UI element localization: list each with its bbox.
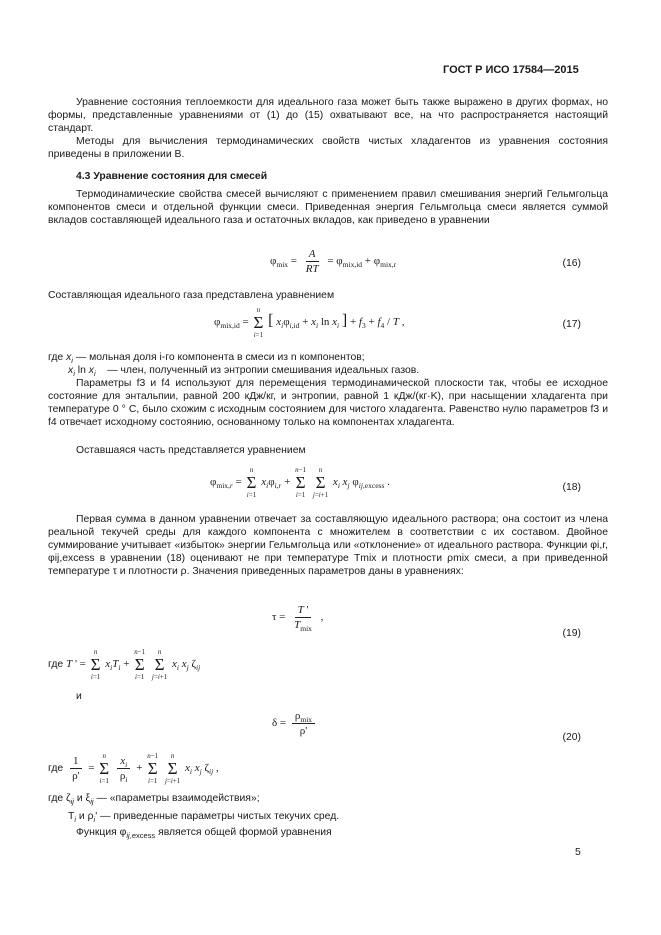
equation-17: $\varphi_{mix,id}$ = n Σ i=1 [ $x_i\varphi_{i,id} + x_i$ $\ln x_i$ ] + $f_3 + f_4 / T$ , — [214, 306, 405, 339]
intro-text — [48, 96, 608, 161]
equation-17-number: (17) — [562, 319, 581, 330]
doc-number: ГОСТ Р ИСО 17584—2015 — [443, 64, 579, 76]
ideal-gas-text: Составляющая идеального газа представлена уравнением — [48, 290, 335, 301]
sum-paragraph: Первая сумма в данном уравнении отвечает за составляющую идеального раствора; она состоит из члена реальной текучей среды для каждого компонента с множителем в соответствии с их составом. Двойное суммирование учитывает «избыток» энергии Гельмгольца или «отклонение» от идеального раствора. Функции φi,r, φij,excess в уравнении (18) оценивают не при температуре Tmix и плотности ρmix смеси, а при приведенной температуре τ и плотности ρ. Значения приведенных параметров даны в уравнениях: — [48, 514, 608, 577]
final-paragraph: Функция $\varphi_{ij,excess}$ является общей формой уравнения — [76, 827, 332, 841]
equation-20-number: (20) — [562, 732, 581, 743]
equation-19-number: (19) — [562, 628, 581, 639]
where-params: где $\zeta_{ij}$ и $\xi_{ij}$ — «параметры взаимодействия»; — [48, 793, 260, 807]
section-title: 4.3 Уравнение состояния для смесей — [76, 171, 268, 182]
where-t-prime: где T ' = n Σ i=1 $x_iT_i$ + n−1 Σ i=1 n Σ j=i+1 $x_i$ $x_j$ $\zeta_{ij}$ — [48, 648, 201, 681]
equation-18-number: (18) — [562, 482, 581, 493]
intro-paragraph-1: Уравнение состояния теплоемкости для идеального газа может быть также выражено в других формах, но формы, представленные уравнениями от (1) до (15) охватывают все, на что распространяется настоящий стандарт. — [48, 97, 608, 134]
equation-19: τ = $\frac{T '}{T_{mix}}$ , — [272, 604, 324, 634]
rest-text: Оставшаяся часть представляется уравнением — [76, 445, 306, 456]
where-reduced: $T_i$ и $\rho_i'$ — приведенные параметры чистых текучих сред. — [68, 811, 340, 825]
section-paragraph-1: Термодинамические свойства смесей вычисляют с применением правил смешивания энергий Гельмгольца компонентов смеси и отдельной функции смеси. Приведенная энергия Гельмгольца смеси является суммой вкладов составляющей идеального газа и остаточных вкладов, как приведено в уравнении — [48, 189, 608, 226]
equation-20: δ = $\frac{\rho_{mix}}{\rho'}$ — [272, 710, 318, 737]
f3-f4-paragraph: Параметры f3 и f4 используют для перемещения термодинамической плоскости так, чтобы ее исходное состояние для энтальпии, равной 200 кДж/кг, и энтропии, равной 1 кДж/(кг·K), при насыщении хладагента при температуре 0 ° С, было схожим с исходным состоянием для чистого хладагента. Равенство нулю параметров f3 и f4 отвечает исходному состоянию, основанному только на компонентах хладагента. — [48, 378, 608, 428]
equation-18: $\varphi_{mix,r}$ = n Σ i=1 $x_i\varphi_{i,r}$ + n−1 Σ i=1 n Σ j=i+1 $x_i$ $x_j$ $\varphi_{ij,excess}$ . — [210, 466, 390, 499]
equation-16: $\varphi_{mix}$ = $\frac{A}{RT}$ = $\varphi_{mix,id} + \varphi_{mix,r}$ — [270, 248, 397, 275]
equation-16-number: (16) — [562, 258, 581, 269]
where-ln: $x_i$ $\ln x_i$ — член, полученный из энтропии смешивания идеальных газов. — [68, 365, 420, 379]
and-word: и — [76, 691, 82, 702]
page-number: 5 — [575, 847, 581, 858]
where-rho-prime: где $\frac{1}{\rho'}$ = n Σ i=1 $\frac{x_i}{\rho_i}$ + n−1 Σ i=1 n Σ j=i+1 $x_i$ $x_j$ $\zeta_{ij}$ , — [48, 752, 219, 785]
where-xi: где $x_i$ — мольная доля i-го компонента в смеси из n компонентов; — [48, 352, 365, 366]
intro-paragraph-2: Методы для вычисления термодинамических свойств чистых хладагентов из уравнения состояния приведены в приложении В. — [48, 136, 608, 160]
